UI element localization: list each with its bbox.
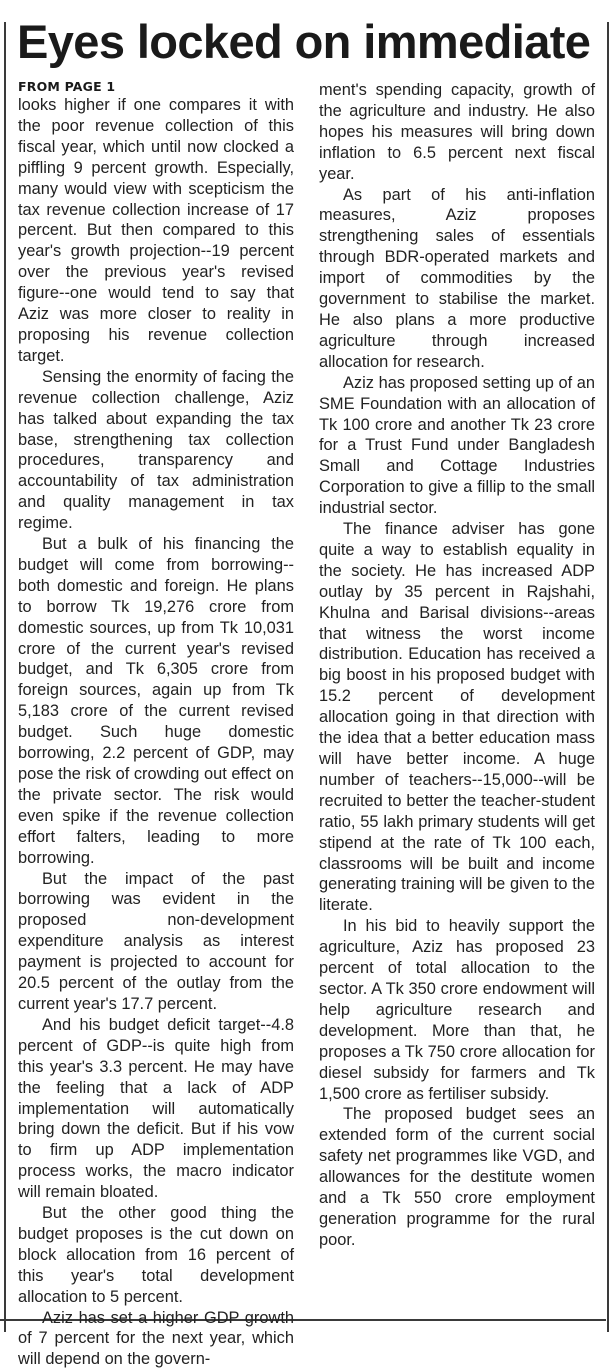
- right-border-rule: [607, 22, 609, 1332]
- article-paragraph: But the impact of the past borrowing was evident in the proposed non-development expenditure analysis as interest payment is projected to account for 20.5 percent of the outlay from the current year's 17.7 percent.: [18, 869, 294, 1013]
- article-column-right: [319, 80, 595, 1251]
- article-paragraph: looks higher if one compares it with the poor revenue collection of this fiscal year, which until now clocked a piffling 9 percent growth. Especially, many would view with scepticism the tax revenue collection increase of 17 percent. But then compared to this year's growth projection--19 percent over the previous year's revised figure--one would tend to say that Aziz was more closer to reality in proposing his revenue collection target.: [18, 96, 294, 365]
- article-paragraph: But a bulk of his financing the budget will come from borrowing--both domestic and foreign. He plans to borrow Tk 19,276 crore from domestic sources, up from Tk 10,031 crore of the current year's revised budget, and Tk 6,305 crore from foreign sources, again up from Tk 5,183 crore of the current revised budget. Such huge domestic borrowing, 2.2 percent of GDP, may pose the risk of crowding out effect on the private sector. The risk would even spike if the revenue collection effort falters, leading to more borrowing.: [18, 535, 294, 867]
- article-paragraph: In his bid to heavily support the agriculture, Aziz has proposed 23 percent of total allocation to the sector. A Tk 350 crore endowment will help agriculture research and development. More than that, he proposes a Tk 750 crore allocation for diesel subsidy for farmers and Tk 1,500 crore as fertiliser subsidy.: [319, 917, 595, 1103]
- article-paragraph: The finance adviser has gone quite a way to establish equality in the society. He has increased ADP outlay by 35 percent in Rajshahi, Khulna and Barisal divisions--areas that witness the worst income distribution. Education has received a big boost in his proposed budget with 15.2 percent of development allocation going in that direction with the idea that a better education mass will have better income. A huge number of teachers--15,000--will be recruited to better the teacher-student ratio, 55 lakh primary students will get stipend at the rate of Tk 100 each, classrooms will be built and income generating training will be given to the literate.: [319, 520, 595, 915]
- article-paragraph: Aziz has proposed setting up of an SME Foundation with an allocation of Tk 100 crore and another Tk 23 crore for a Trust Fund under Bangladesh Small and Cottage Industries Corporation to give a fillip to the small industrial sector.: [319, 373, 595, 518]
- article-paragraph: And his budget deficit target--4.8 percent of GDP--is quite high from this year's 3.3 percent. He may have the feeling that a lack of ADP implementation will automatically bring down the deficit. But if his vow to firm up ADP implementation process works, the macro indicator will remain bloated.: [18, 1015, 294, 1202]
- article-paragraph: The proposed budget sees an extended form of the current social safety net programmes like VGD, and allowances for the destitute women and a Tk 550 crore employment generation programme for the rural poor.: [319, 1105, 595, 1249]
- left-border-rule: [4, 22, 6, 1332]
- article-paragraph: As part of his anti-inflation measures, Aziz proposes strengthening sales of essentials through BDR-operated markets and import of commodities by the government to stabilise the market. He also plans a more productive agriculture through increased allocation for research.: [319, 185, 595, 371]
- article-paragraph: ment's spending capacity, growth of the agriculture and industry. He also hopes his measures will bring down inflation to 6.5 percent next fiscal year.: [319, 81, 595, 183]
- article-column-left: [18, 79, 294, 1370]
- continuation-kicker: FROM PAGE 1: [18, 79, 116, 94]
- article-paragraph: Sensing the enormity of facing the revenue collection challenge, Aziz has talked about expanding the tax base, strengthening tax collection procedures, transparency and accountability of tax administration and quality management in tax regime.: [18, 367, 294, 533]
- article-paragraph: Aziz has set a higher GDP growth of 7 percent for the next year, which will depend on the govern-: [18, 1308, 294, 1369]
- article-paragraph: But the other good thing the budget proposes is the cut down on block allocation from 16 percent of this year's total development allocation to 5 percent.: [18, 1204, 294, 1306]
- article-headline: Eyes locked on immediate: [17, 15, 591, 68]
